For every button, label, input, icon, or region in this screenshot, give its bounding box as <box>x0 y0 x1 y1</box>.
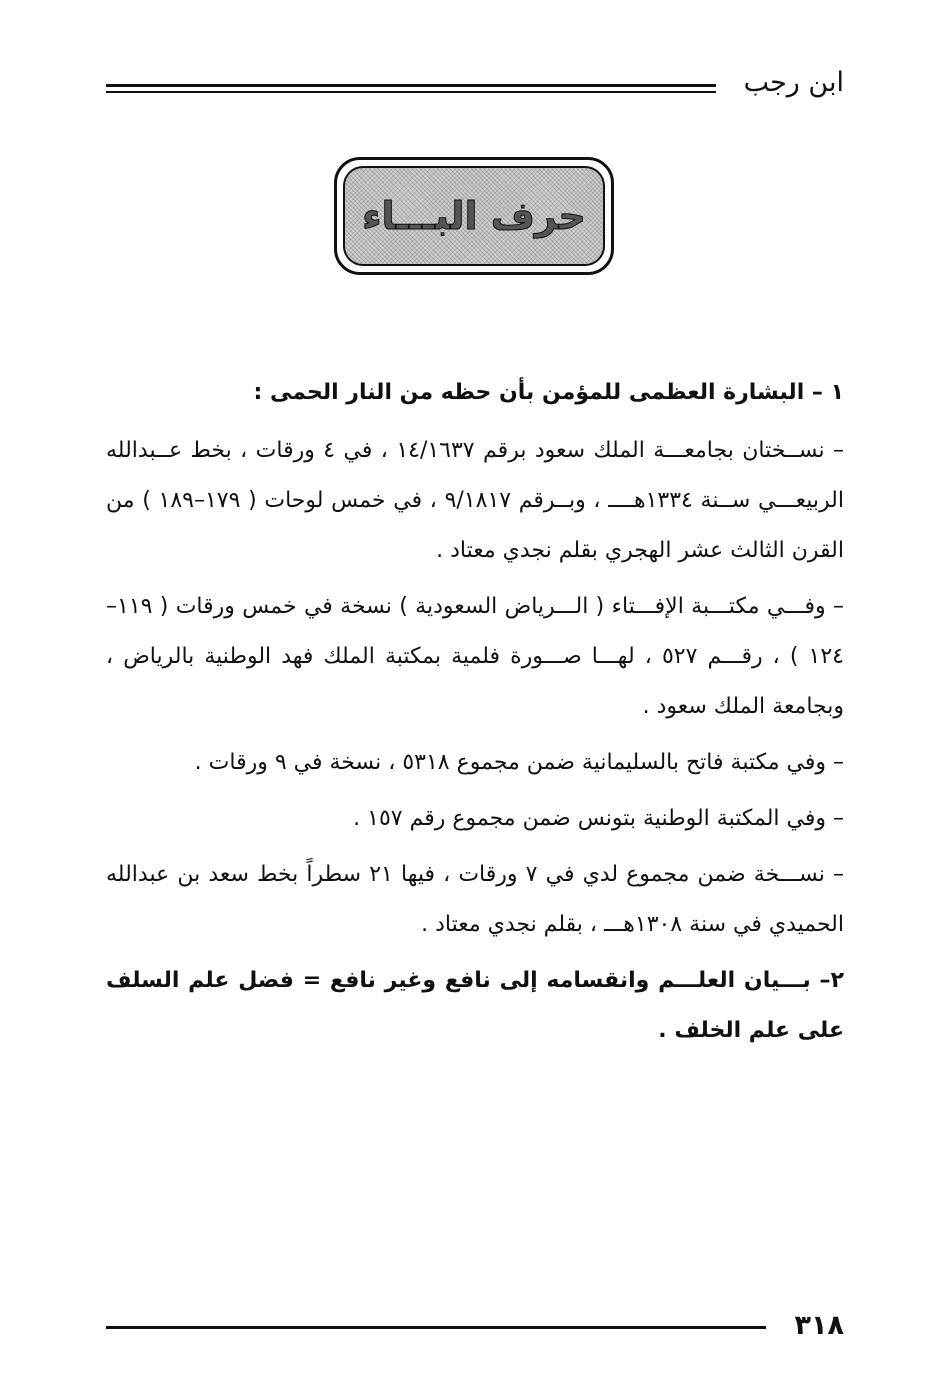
footer-rule <box>106 1326 766 1329</box>
page-content <box>106 368 844 1062</box>
page-footer <box>106 1308 844 1344</box>
header-rule <box>106 84 716 93</box>
header-title: ابن رجب <box>743 67 844 98</box>
entry-1-paragraph-4: – وفي المكتبة الوطنية بتونس ضمن مجموع رقم ١٥٧ . <box>353 806 844 831</box>
chapter-heading-inner <box>343 166 605 266</box>
running-header <box>106 62 844 112</box>
entry-1-paragraph-1: – نســختان بجامعـــة الملك سعود برقم ١٤/١٦٣٧ ، في ٤ ورقات ، بخط عــبدالله الربيعـــي ســنة ١٣٣٤هــــ ، وبــرقم ٩/١٨١٧ ، في خمس لوحات ( ١٧٩–١٨٩ ) من القرن الثالث عشر الهجري بقلم نجدي معتاد . <box>106 438 845 563</box>
chapter-title: حرف البـــاء <box>362 194 586 238</box>
entry-1-paragraph-2: – وفـــي مكتـــبة الإفـــتاء ( الـــرياض السعودية ) نسخة في خمس ورقات ( ١١٩–١٢٤ ) ، رقـــم ٥٢٧ ، لهـــا صـــورة فلمية بمكتبة الملك فهد الوطنية بالرياض ، وبجامعة الملك سعود . <box>106 594 844 719</box>
entry-title-2: ٢– بـــيان العلـــم وانقسامه إلى نافع وغير نافع = فضل علم السلف على علم الخلف . <box>106 968 844 1043</box>
chapter-heading-box <box>334 157 614 275</box>
entry-1-paragraph-5: – نســـخة ضمن مجموع لدي في ٧ ورقات ، فيها ٢١ سطراً بخط سعد بن عبدالله الحميدي في سنة ١٣٠٨هـــ ، بقلم نجدي معتاد . <box>106 862 844 937</box>
entry-title-1: ١ – البشارة العظمى للمؤمن بأن حظه من النار الحمى : <box>253 380 844 405</box>
page-number: ٣١٨ <box>794 1310 844 1341</box>
entry-1-paragraph-3: – وفي مكتبة فاتح بالسليمانية ضمن مجموع ٥٣١٨ ، نسخة في ٩ ورقات . <box>194 750 844 775</box>
